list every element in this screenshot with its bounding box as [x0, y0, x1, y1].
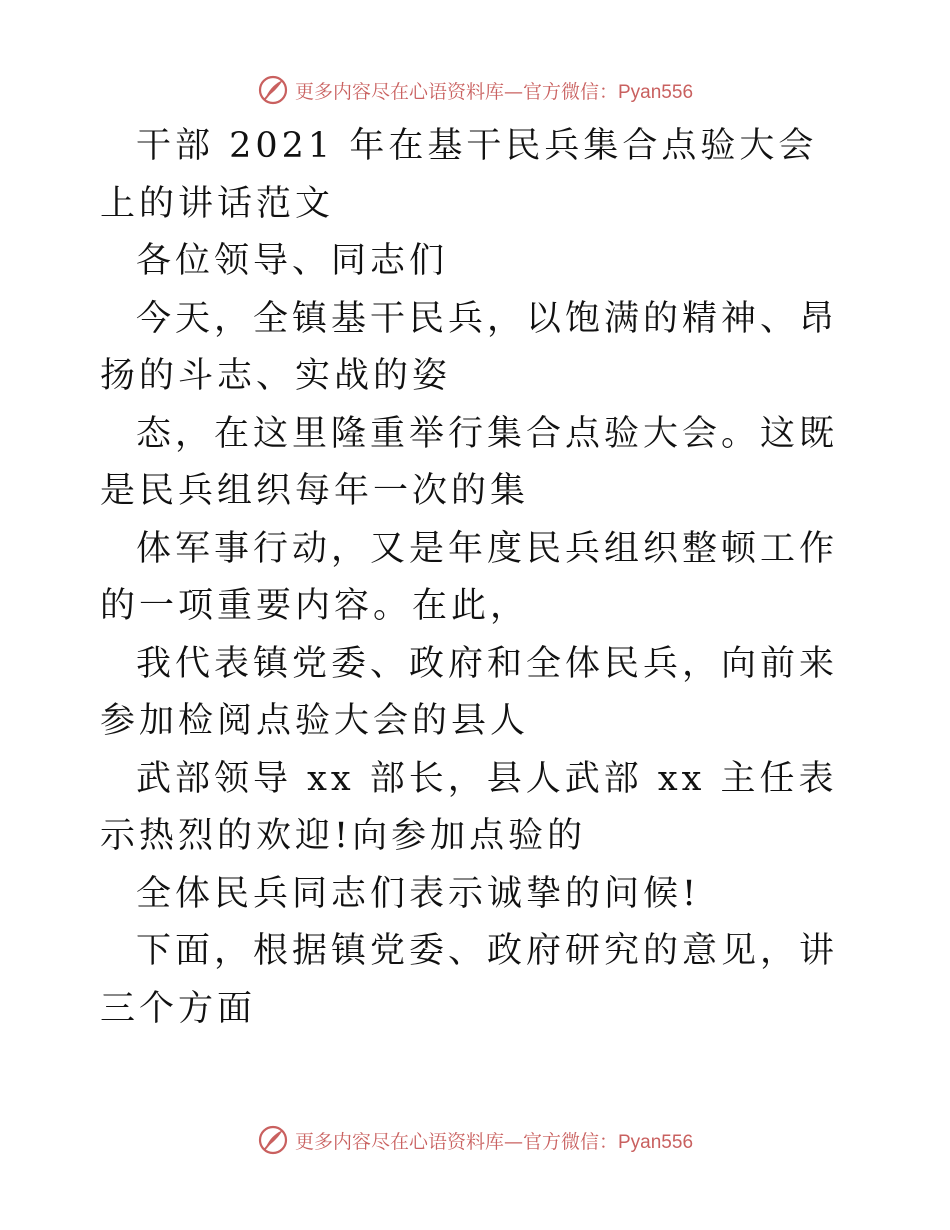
- feather-quill-logo-icon: [257, 74, 289, 106]
- paragraph: 今天，全镇基干民兵，以饱满的精神、昂扬的斗志、实战的姿: [100, 298, 839, 396]
- paragraph: 我代表镇党委、政府和全体民兵，向前来参加检阅点验大会的县人: [100, 643, 839, 741]
- header-banner: [0, 70, 950, 110]
- footer-banner-text: 更多内容尽在心语资料库—官方微信：Pyan556: [294, 1130, 694, 1153]
- document-body: [100, 118, 852, 1038]
- paragraph: 全体民兵同志们表示诚挚的问候!: [136, 873, 701, 914]
- footer-wechat-id: Pyan556: [618, 1131, 694, 1153]
- salutation: 各位领导、同志们: [136, 241, 449, 281]
- footer-banner: [0, 1120, 950, 1160]
- paragraph: 体军事行动，又是年度民兵组织整顿工作的一项重要内容。在此，: [100, 528, 839, 626]
- paragraph: 武部领导 xx 部长，县人武部 xx 主任表示热烈的欢迎!向参加点验的: [100, 758, 838, 856]
- paragraph: 态，在这里隆重举行集合点验大会。这既是民兵组织每年一次的集: [100, 413, 839, 511]
- feather-quill-logo-icon: [257, 1124, 289, 1156]
- header-banner-text: 更多内容尽在心语资料库—官方微信：Pyan556: [294, 80, 694, 103]
- header-wechat-id: Pyan556: [618, 81, 694, 103]
- paragraph: 下面，根据镇党委、政府研究的意见，讲三个方面: [100, 931, 839, 1029]
- document-title: 干部 2021 年在基干民兵集合点验大会上的讲话范文: [100, 126, 818, 224]
